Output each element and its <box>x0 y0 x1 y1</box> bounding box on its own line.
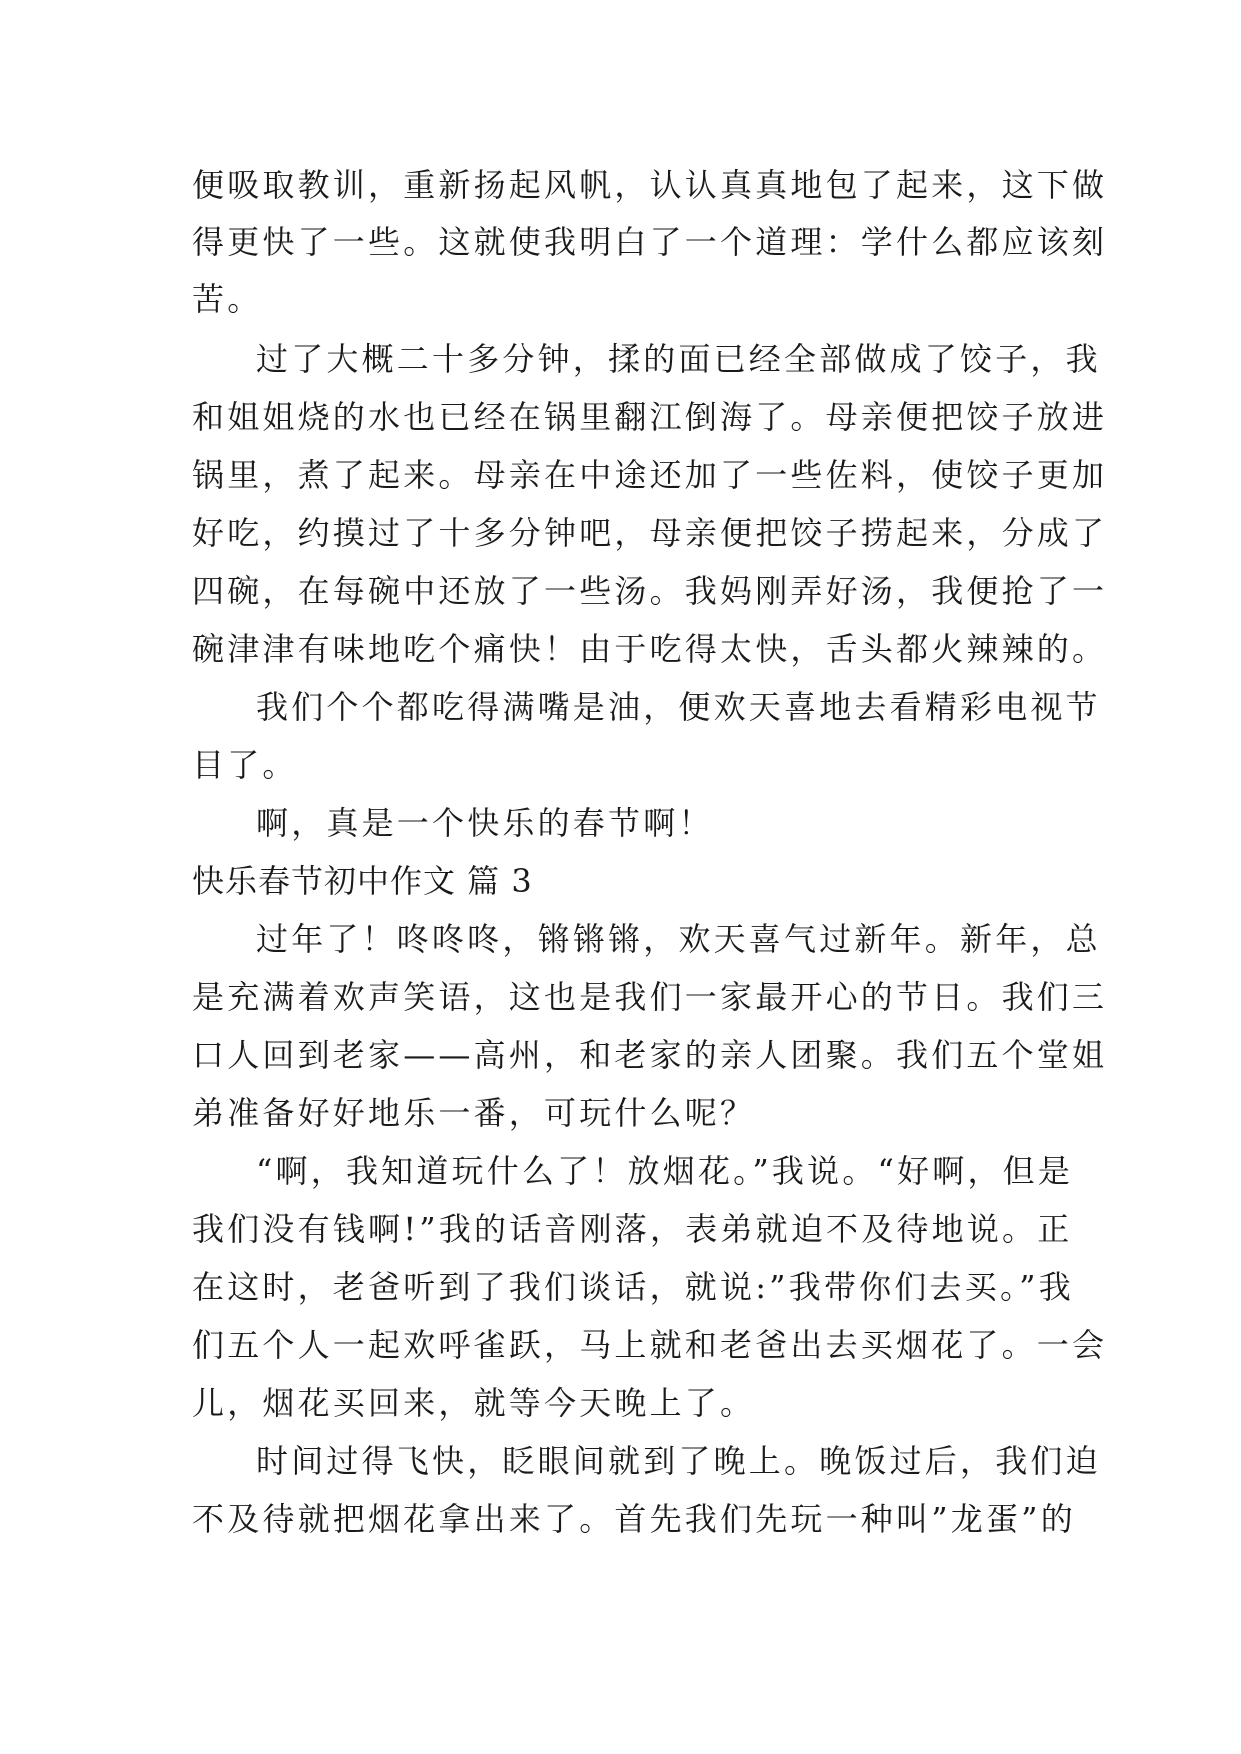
text-line: 锅里，煮了起来。母亲在中途还加了一些佐料，使饺子更加 <box>192 456 1108 494</box>
text-line: 目了。 <box>192 746 298 784</box>
paragraph-start-line: 过了大概二十多分钟，揉的面已经全部做成了饺子，我 <box>256 340 1101 378</box>
text-line: 我们没有钱啊!”我的话音刚落，表弟就迫不及待地说。正 <box>192 1210 1073 1248</box>
text-line: 便吸取教训，重新扬起风帆，认认真真地包了起来，这下做 <box>192 166 1108 204</box>
text-line: 好吃，约摸过了十多分钟吧，母亲便把饺子捞起来，分成了 <box>192 514 1108 552</box>
section-heading: 快乐春节初中作文 篇 3 <box>192 862 533 900</box>
paragraph-start-line: 时间过得飞快，眨眼间就到了晚上。晚饭过后，我们迫 <box>256 1442 1101 1480</box>
text-line: 四碗，在每碗中还放了一些汤。我妈刚弄好汤，我便抢了一 <box>192 572 1108 610</box>
text-line: 和姐姐烧的水也已经在锅里翻江倒海了。母亲便把饺子放进 <box>192 398 1108 436</box>
text-line: 们五个人一起欢呼雀跃，马上就和老爸出去买烟花了。一会 <box>192 1326 1108 1364</box>
paragraph-start-line: 我们个个都吃得满嘴是油，便欢天喜地去看精彩电视节 <box>256 688 1101 726</box>
text-line: 碗津津有味地吃个痛快！由于吃得太快，舌头都火辣辣的。 <box>192 630 1108 668</box>
text-line: 是充满着欢声笑语，这也是我们一家最开心的节日。我们三 <box>192 978 1108 1016</box>
text-line: 不及待就把烟花拿出来了。首先我们先玩一种叫”龙蛋”的 <box>192 1500 1076 1538</box>
paragraph-start-line: 啊，真是一个快乐的春节啊！ <box>256 804 714 842</box>
text-line: 得更快了一些。这就使我明白了一个道理：学什么都应该刻 <box>192 223 1108 261</box>
text-line: 苦。 <box>192 280 263 318</box>
text-line: 口人回到老家——高州，和老家的亲人团聚。我们五个堂姐 <box>192 1036 1108 1074</box>
text-line: 弟准备好好地乐一番，可玩什么呢？ <box>192 1094 756 1132</box>
paragraph-start-line: “啊，我知道玩什么了！放烟花。”我说。“好啊，但是 <box>256 1152 1074 1190</box>
paragraph-start-line: 过年了！咚咚咚，锵锵锵，欢天喜气过新年。新年，总 <box>256 920 1101 958</box>
text-line: 在这时，老爸听到了我们谈话，就说:”我带你们去买。”我 <box>192 1268 1074 1306</box>
text-line: 儿，烟花买回来，就等今天晚上了。 <box>192 1384 756 1422</box>
